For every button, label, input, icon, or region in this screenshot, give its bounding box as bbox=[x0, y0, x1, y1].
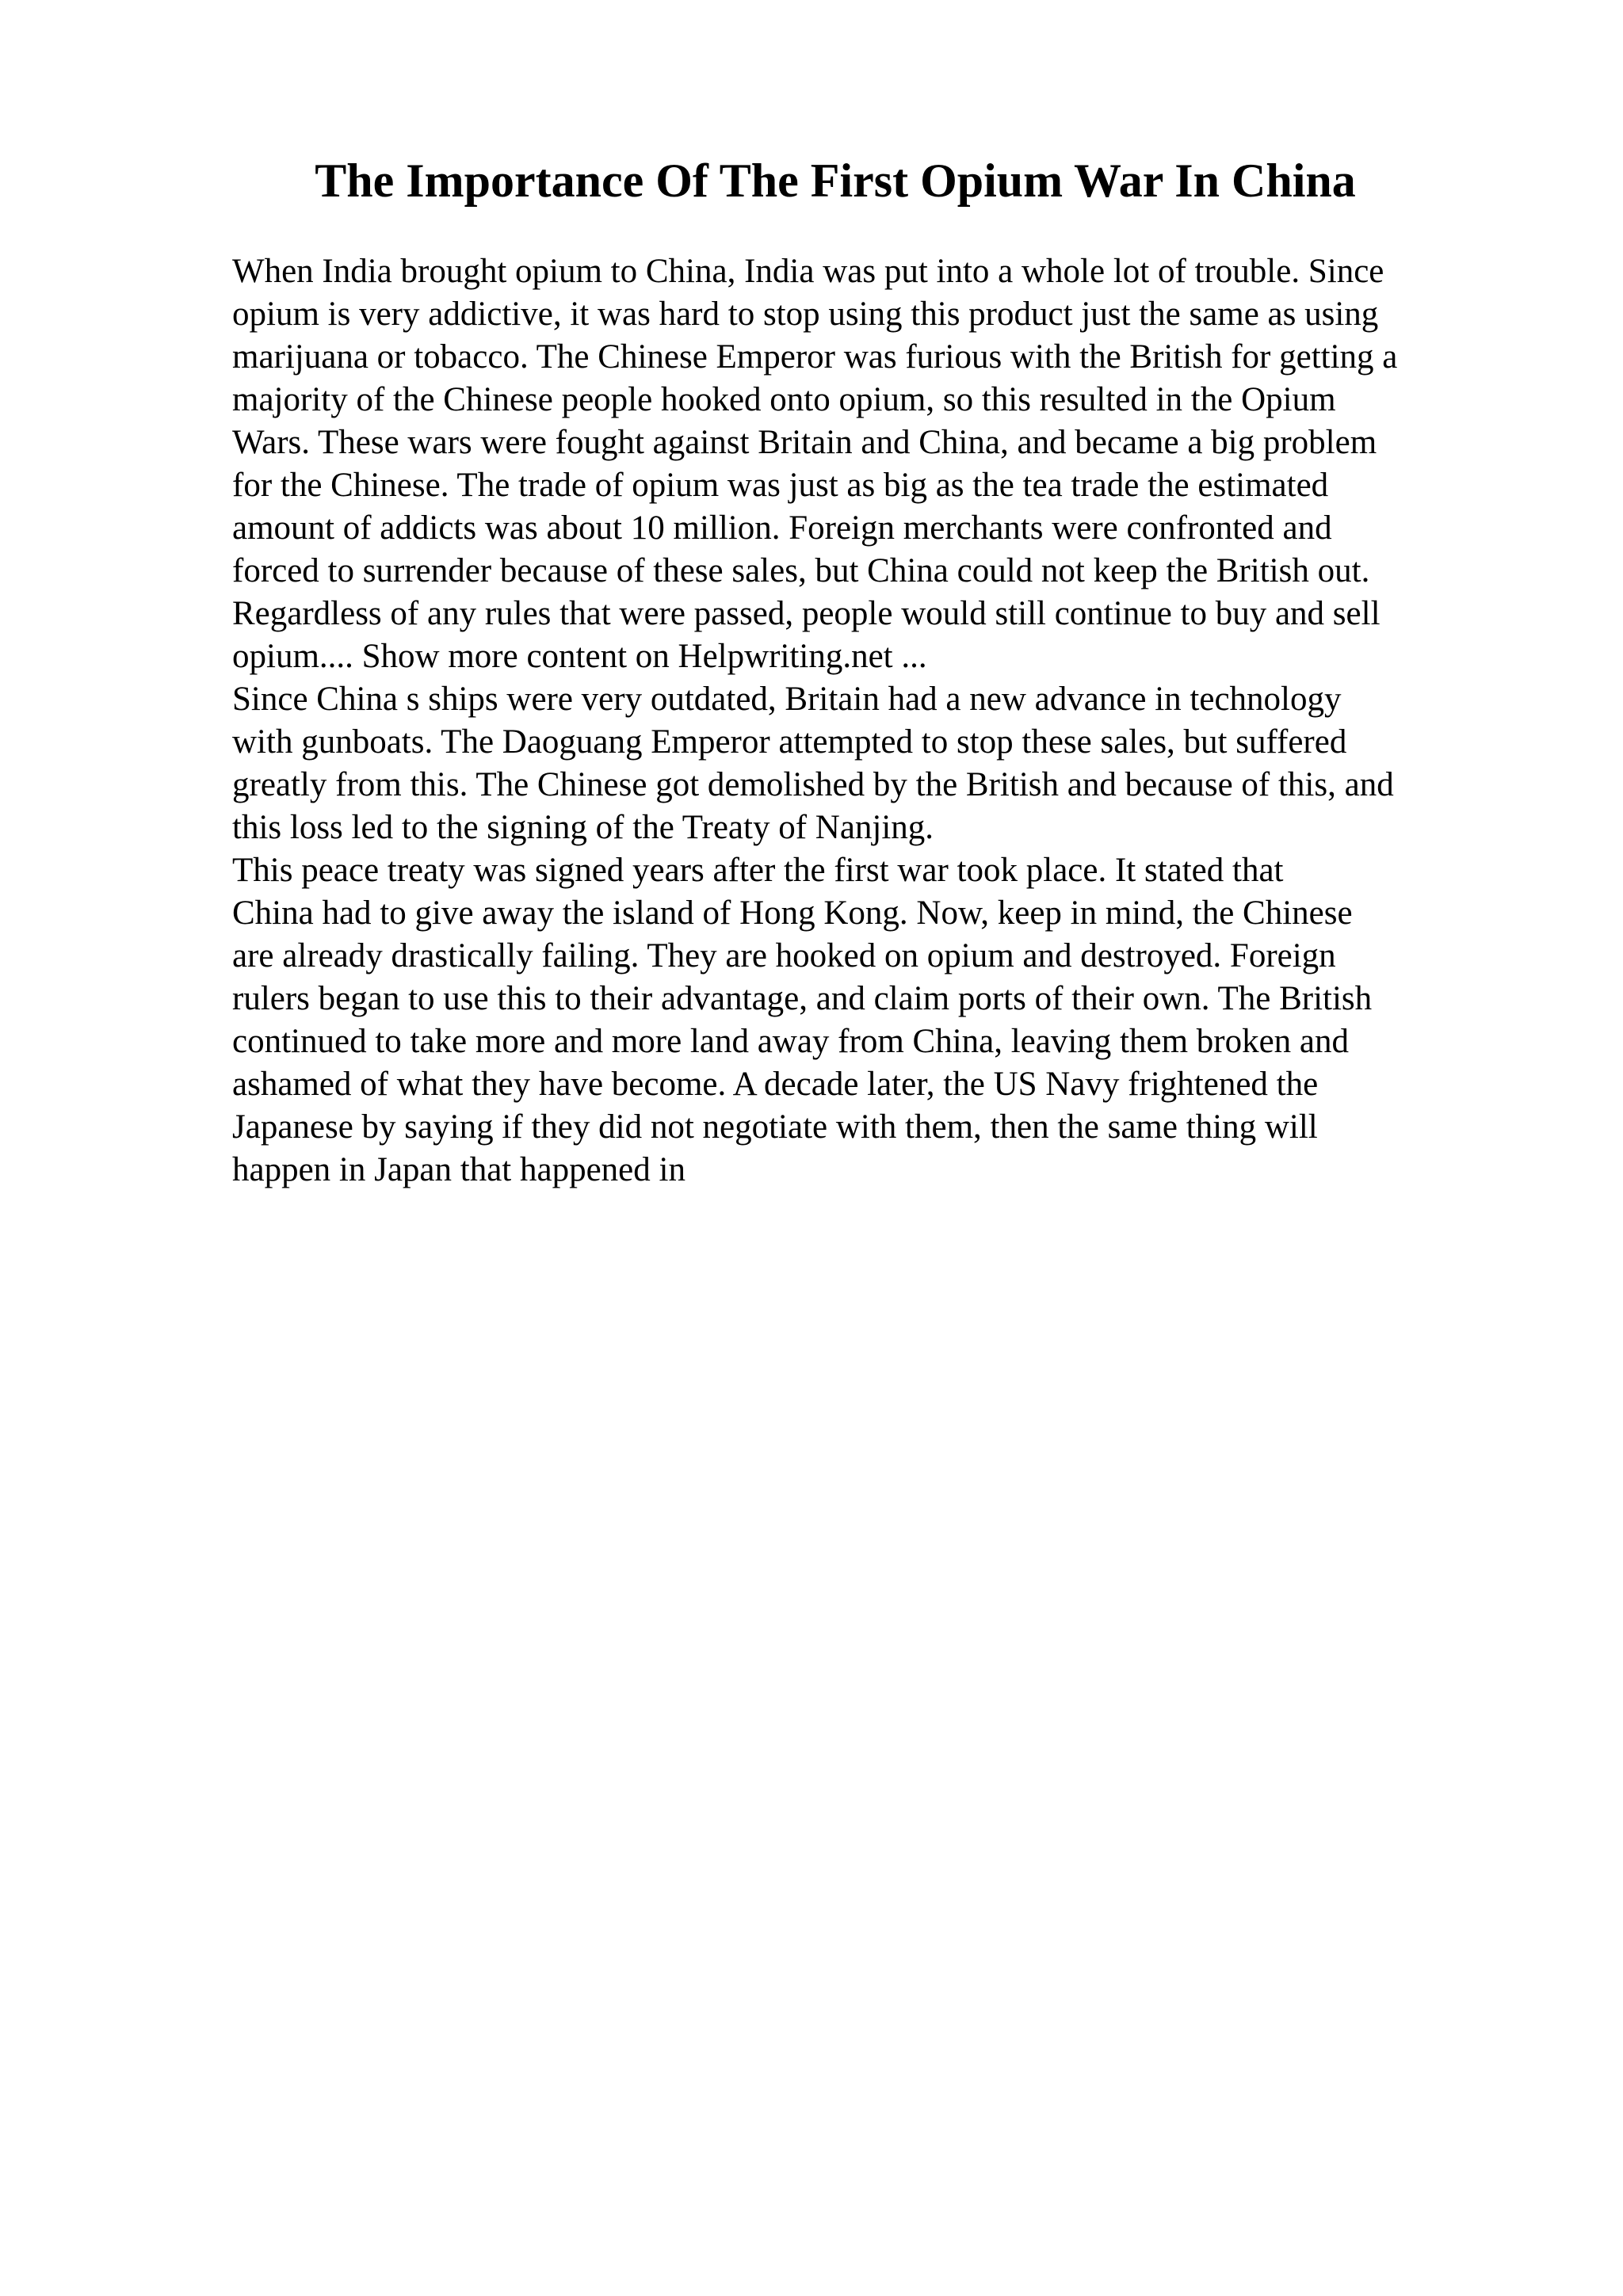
body-line: continued to take more and more land away from China, leaving them broken and bbox=[232, 1023, 1350, 1060]
document-title: The Importance Of The First Opium War In China bbox=[315, 154, 1356, 207]
body-line: opium.... Show more content on Helpwriting.net ... bbox=[232, 638, 927, 675]
body-line: China had to give away the island of Hong Kong. Now, keep in mind, the Chinese bbox=[232, 894, 1353, 932]
body-line: Wars. These wars were fought against Britain and China, and became a big problem bbox=[232, 424, 1377, 461]
body-line: Regardless of any rules that were passed, people would still continue to buy and sell bbox=[232, 595, 1381, 632]
body-line: Since China s ships were very outdated, Britain had a new advance in technology bbox=[232, 681, 1342, 718]
body-line: forced to surrender because of these sales, but China could not keep the British out. bbox=[232, 552, 1370, 589]
body-line: ashamed of what they have become. A decade later, the US Navy frightened the bbox=[232, 1066, 1319, 1103]
body-line: are already drastically failing. They are hooked on opium and destroyed. Foreign bbox=[232, 937, 1336, 974]
body-line: greatly from this. The Chinese got demolished by the British and because of this, and bbox=[232, 766, 1394, 803]
body-line: When India brought opium to China, India was put into a whole lot of trouble. Since bbox=[232, 253, 1384, 290]
body-line: happen in Japan that happened in bbox=[232, 1151, 685, 1188]
body-line: for the Chinese. The trade of opium was just as big as the tea trade the estimated bbox=[232, 467, 1329, 504]
body-line: marijuana or tobacco. The Chinese Emperor was furious with the British for getting a bbox=[232, 338, 1398, 376]
body-line: amount of addicts was about 10 million. Foreign merchants were confronted and bbox=[232, 509, 1332, 547]
body-line: This peace treaty was signed years after the first war took place. It stated that bbox=[232, 852, 1284, 889]
body-line: with gunboats. The Daoguang Emperor attempted to stop these sales, but suffered bbox=[232, 723, 1347, 761]
body-line: rulers began to use this to their advantage, and claim ports of their own. The British bbox=[232, 980, 1373, 1017]
body-line: opium is very addictive, it was hard to stop using this product just the same as using bbox=[232, 296, 1379, 333]
body-line: majority of the Chinese people hooked onto opium, so this resulted in the Opium bbox=[232, 381, 1336, 418]
body-line: Japanese by saying if they did not negotiate with them, then the same thing will bbox=[232, 1108, 1318, 1146]
body-line: this loss led to the signing of the Treaty of Nanjing. bbox=[232, 809, 934, 846]
